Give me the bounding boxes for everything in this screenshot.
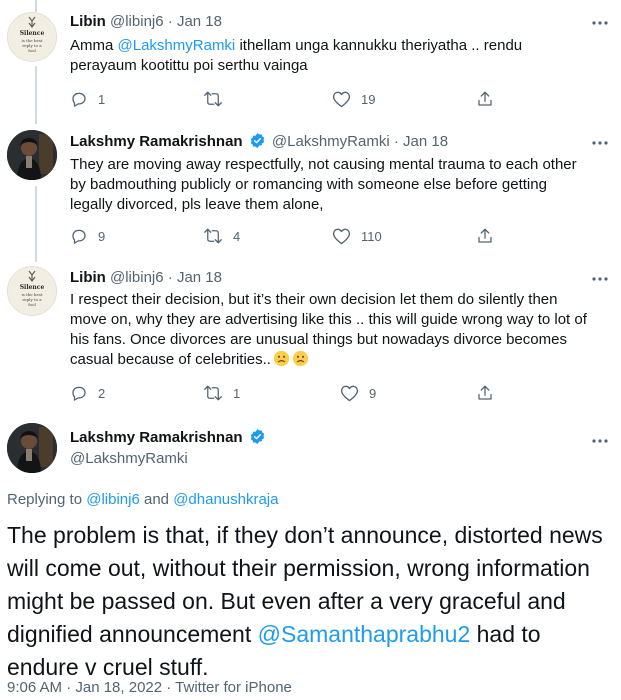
more-options-icon[interactable] — [588, 270, 612, 288]
foot-icon — [29, 271, 35, 281]
reply-icon — [70, 384, 88, 402]
avatar[interactable] — [7, 423, 57, 473]
avatar-text: reply to a — [22, 43, 42, 48]
heart-icon — [332, 227, 351, 245]
verified-badge-icon — [249, 132, 266, 149]
share-icon — [476, 227, 494, 245]
handle[interactable]: @LakshmyRamki — [70, 450, 188, 467]
share-button[interactable] — [476, 383, 494, 403]
avatar-text: is the best — [21, 292, 43, 297]
tweet-date[interactable]: Jan 18 — [176, 269, 222, 286]
mention-link[interactable]: @dhanushkraja — [173, 491, 279, 508]
share-icon — [476, 384, 494, 402]
reply-button[interactable] — [70, 89, 105, 109]
thread-line — [35, 66, 37, 124]
retweet-button[interactable] — [203, 89, 233, 109]
thread-line — [35, 0, 37, 12]
like-count: 9 — [369, 385, 377, 401]
avatar-text: fool — [28, 48, 36, 53]
tweet-header: Libin @libinj6 · Jan 18 — [70, 269, 222, 286]
reply-button[interactable] — [70, 383, 105, 403]
tweet-timestamp[interactable]: 9:06 AM · Jan 18, 2022 · Twitter for iPhone — [7, 679, 292, 696]
reply-button[interactable] — [70, 226, 105, 246]
tweet-3[interactable] — [0, 260, 621, 410]
reply-count: 9 — [98, 228, 106, 244]
verified-badge-icon — [249, 428, 266, 445]
replying-to: Replying to @libinj6 and @dhanushkraja — [7, 491, 279, 508]
avatar[interactable] — [7, 266, 57, 316]
more-options-icon[interactable] — [588, 134, 612, 152]
heart-icon — [332, 90, 351, 108]
avatar-text: Silence — [19, 284, 45, 291]
tweet-text: They are moving away respectfully, not causing mental trauma to each other by badmouthing publicly or romancing with someone else before getting legally divorced, pls leave them alone, — [70, 156, 577, 213]
tweet-actions — [70, 226, 500, 246]
main-tweet-author — [70, 428, 268, 448]
retweet-icon — [203, 227, 223, 245]
mention-link[interactable]: @LakshmyRamki — [117, 37, 236, 54]
reply-icon — [70, 227, 88, 245]
mention-link[interactable]: @Samanthaprabhu2 — [257, 621, 471, 647]
display-name[interactable]: Lakshmy Ramakrishnan — [70, 429, 243, 446]
more-options-icon[interactable] — [588, 432, 612, 450]
share-button[interactable] — [476, 89, 494, 109]
like-count: 19 — [361, 91, 376, 107]
tweet-actions — [70, 89, 500, 109]
avatar[interactable] — [7, 12, 57, 62]
frown-face-icon — [273, 350, 290, 367]
heart-icon — [340, 384, 359, 402]
retweet-icon — [203, 90, 223, 108]
like-button[interactable] — [332, 89, 375, 109]
thread-line — [35, 186, 37, 262]
retweet-count: 4 — [233, 228, 241, 244]
handle[interactable]: @libinj6 — [110, 269, 164, 286]
share-button[interactable] — [476, 226, 494, 246]
tweet-1[interactable] — [0, 0, 621, 120]
tweet-actions — [70, 383, 500, 403]
display-name[interactable]: Libin — [70, 13, 106, 30]
tweet-2[interactable] — [0, 120, 621, 260]
main-tweet-text: The problem is that, if they don’t announce, distorted news will come out, without their permission, wrong information might be passed on. But even after a very graceful and dignified announcement @Samanthaprabhu2 had to endure v cruel stuff. — [7, 522, 603, 680]
foot-icon — [29, 17, 35, 27]
frown-face-icon — [292, 350, 309, 367]
avatar[interactable] — [7, 130, 57, 180]
avatar-text: fool — [28, 302, 36, 307]
like-button[interactable] — [340, 383, 376, 403]
retweet-button[interactable] — [203, 226, 240, 246]
avatar-text: Silence — [19, 30, 45, 37]
display-name[interactable]: Libin — [70, 269, 106, 286]
tweet-text: Amma @LakshmyRamki ithellam unga kannukku theriyatha .. rendu perayaum kootittu poi serthu vainga — [70, 37, 523, 74]
handle[interactable]: @LakshmyRamki — [271, 133, 390, 150]
retweet-icon — [203, 384, 223, 402]
more-options-icon[interactable] — [588, 14, 612, 32]
retweet-count: 1 — [233, 385, 241, 401]
tweet-text: I respect their decision, but it’s their own decision let them do silently then move on, why they are advertising like this .. this will guide wrong way to lot of his fans. Once divorces are unusual things but nowadays divorce becomes casual because of celebrities.. — [70, 291, 587, 368]
reply-count: 1 — [98, 91, 106, 107]
handle[interactable]: @libinj6 — [110, 13, 164, 30]
tweet-date[interactable]: Jan 18 — [403, 133, 449, 150]
mention-link[interactable]: @libinj6 — [86, 491, 140, 508]
avatar-text: reply to a — [22, 297, 42, 302]
tweet-header: Libin @libinj6 · Jan 18 — [70, 13, 222, 30]
retweet-button[interactable] — [203, 383, 240, 403]
avatar-text: is the best — [21, 38, 43, 43]
tweet-date[interactable]: Jan 18 — [176, 13, 222, 30]
like-count: 110 — [361, 228, 382, 244]
share-icon — [476, 90, 494, 108]
like-button[interactable] — [332, 226, 382, 246]
tweet-header: Lakshmy Ramakrishnan @LakshmyRamki · Jan 18 — [70, 133, 449, 150]
reply-count: 2 — [98, 385, 106, 401]
display-name[interactable]: Lakshmy Ramakrishnan — [70, 133, 243, 150]
reply-icon — [70, 90, 88, 108]
